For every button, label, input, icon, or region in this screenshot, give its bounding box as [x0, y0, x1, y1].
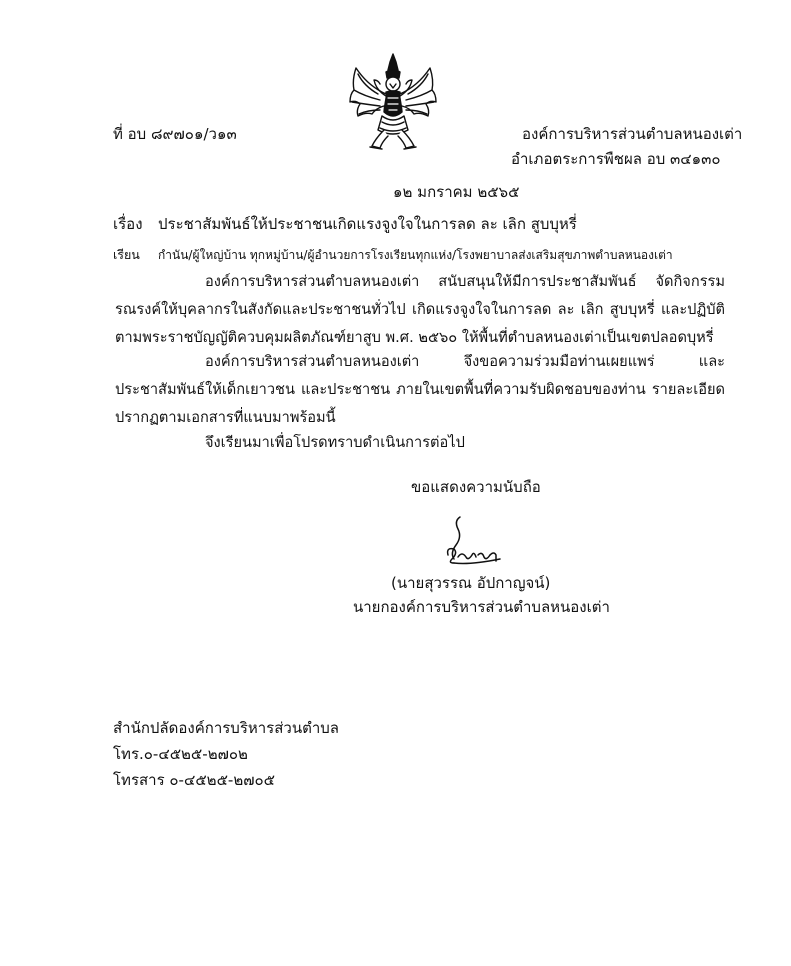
signer-name: (นายสุวรรณ อัปกาญจน์): [391, 574, 551, 592]
organization-name: องค์การบริหารส่วนตำบลหนองเต่า: [522, 125, 743, 143]
subject-text: ประชาสัมพันธ์ให้ประชาชนเกิดแรงจูงใจในการลด ละ เลิก สูบบุหรี่: [158, 215, 577, 233]
signer-title: นายกองค์การบริหารส่วนตำบลหนองเต่า: [353, 598, 610, 616]
footer-phone: โทร.๐-๔๕๒๕-๒๗๐๒: [113, 745, 248, 763]
handwritten-signature-icon: [440, 515, 510, 567]
recipient-text: กำนัน/ผู้ใหญ่บ้าน ทุกหมู่บ้าน/ผู้อำนวยการโรงเรียนทุกแห่ง/โรงพยาบาลส่งเสริมสุขภาพตำบลหนองเต่า: [158, 248, 673, 262]
body-paragraph-1: องค์การบริหารส่วนตำบลหนองเต่า สนับสนุนให้มีการประชาสัมพันธ์ จัดกิจกรรมรณรงค์ให้บุคลากรในสังกัดและประชาชนทั่วไป เกิดแรงจูงใจในการลด ละ เลิก สูบบุหรี่ และปฏิบัติตามพระราชบัญญัติควบคุมผลิตภัณฑ์ยาสูบ พ.ศ. ๒๕๖๐ ให้พื้นที่ตำบลหนองเต่าเป็นเขตปลอดบุหรี่: [115, 273, 725, 346]
garuda-emblem-icon: [346, 50, 440, 152]
footer-fax: โทรสาร ๐-๔๕๒๕-๒๗๐๕: [113, 771, 276, 789]
reference-number: ที่ อบ ๘๙๗๐๑/ว๑๓: [113, 125, 237, 143]
closing-salutation: ขอแสดงความนับถือ: [411, 478, 541, 496]
organization-address: อำเภอตระการพืชผล อบ ๓๔๑๓๐: [511, 150, 721, 168]
subject-label: เรื่อง: [113, 215, 143, 233]
footer-office: สำนักปลัดองค์การบริหารส่วนตำบล: [113, 719, 339, 737]
document-date: ๑๒ มกราคม ๒๕๖๕: [393, 183, 520, 201]
body-paragraph-2: องค์การบริหารส่วนตำบลหนองเต่า จึงขอความร่วมมือท่านเผยแพร่ และประชาสัมพันธ์ให้เด็กเยาวชน และประชาชน ภายในเขตพื้นที่ความรับผิดชอบของท่าน รายละเอียดปรากฏตามเอกสารที่แนบมาพร้อมนี้: [115, 353, 725, 426]
recipient-label: เรียน: [113, 247, 140, 262]
body-paragraph-3: จึงเรียนมาเพื่อโปรดทราบดำเนินการต่อไป: [205, 434, 465, 451]
